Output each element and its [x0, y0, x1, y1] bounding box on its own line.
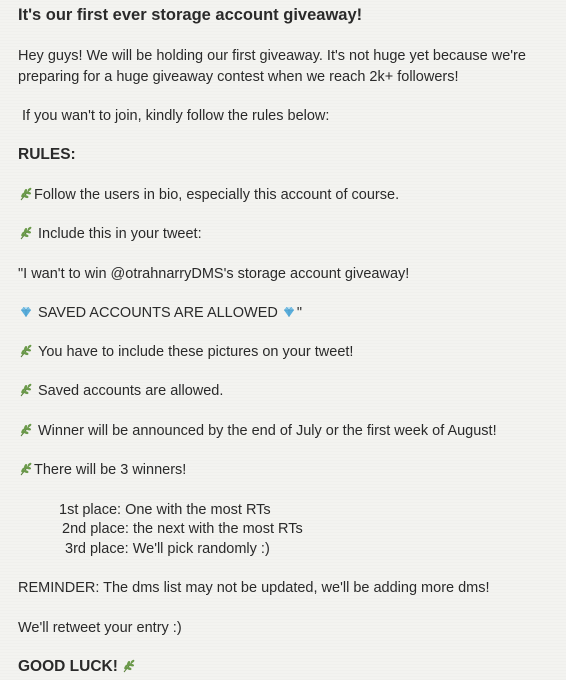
retweet-line: We'll retweet your entry :) — [18, 620, 182, 636]
page-title: It's our first ever storage account giveaway! — [18, 6, 363, 24]
rule-winners-count-text: There will be 3 winners! — [34, 462, 187, 478]
quote-line-2 — [18, 304, 302, 322]
quote-line-1: "I wan't to win @otrahnarryDMS's storage account giveaway! — [18, 266, 410, 282]
join-line: If you wan't to join, kindly follow the rules below: — [22, 108, 330, 124]
gem-icon — [18, 304, 34, 320]
rule-follow-text: Follow the users in bio, especially this account of course. — [34, 187, 400, 203]
rule-include — [18, 225, 202, 243]
place-3: 3rd place: We'll pick randomly :) — [65, 541, 270, 557]
place-1: 1st place: One with the most RTs — [59, 502, 271, 518]
quote-line-2-text: SAVED ACCOUNTS ARE ALLOWED — [38, 305, 278, 321]
quote-end-text: " — [296, 305, 303, 321]
good-luck-text: GOOD LUCK! — [18, 658, 118, 675]
rule-follow — [18, 186, 399, 204]
rules-heading: RULES: — [18, 146, 76, 163]
herb-icon — [18, 186, 34, 202]
rule-winner-text: Winner will be announced by the end of July or the first week of August! — [38, 423, 497, 439]
rule-saved — [18, 382, 223, 400]
rule-winner — [18, 422, 497, 440]
gem-icon — [281, 304, 297, 320]
good-luck — [18, 658, 137, 676]
intro-line-2: preparing for a huge giveaway contest when we reach 2k+ followers! — [18, 69, 459, 85]
rule-winners-count — [18, 461, 186, 479]
reminder-line: REMINDER: The dms list may not be updated, we'll be adding more dms! — [18, 580, 490, 596]
herb-icon — [18, 343, 34, 359]
rule-pictures-text: You have to include these pictures on your tweet! — [38, 344, 354, 360]
intro-line-1: Hey guys! We will be holding our first giveaway. It's not huge yet because we're — [18, 48, 526, 64]
herb-icon — [18, 422, 34, 438]
rule-pictures — [18, 343, 353, 361]
place-2: 2nd place: the next with the most RTs — [62, 521, 303, 537]
herb-icon — [121, 658, 137, 674]
herb-icon — [18, 461, 34, 477]
rule-include-text: Include this in your tweet: — [38, 226, 202, 242]
herb-icon — [18, 382, 34, 398]
rule-saved-text: Saved accounts are allowed. — [38, 383, 224, 399]
herb-icon — [18, 225, 34, 241]
